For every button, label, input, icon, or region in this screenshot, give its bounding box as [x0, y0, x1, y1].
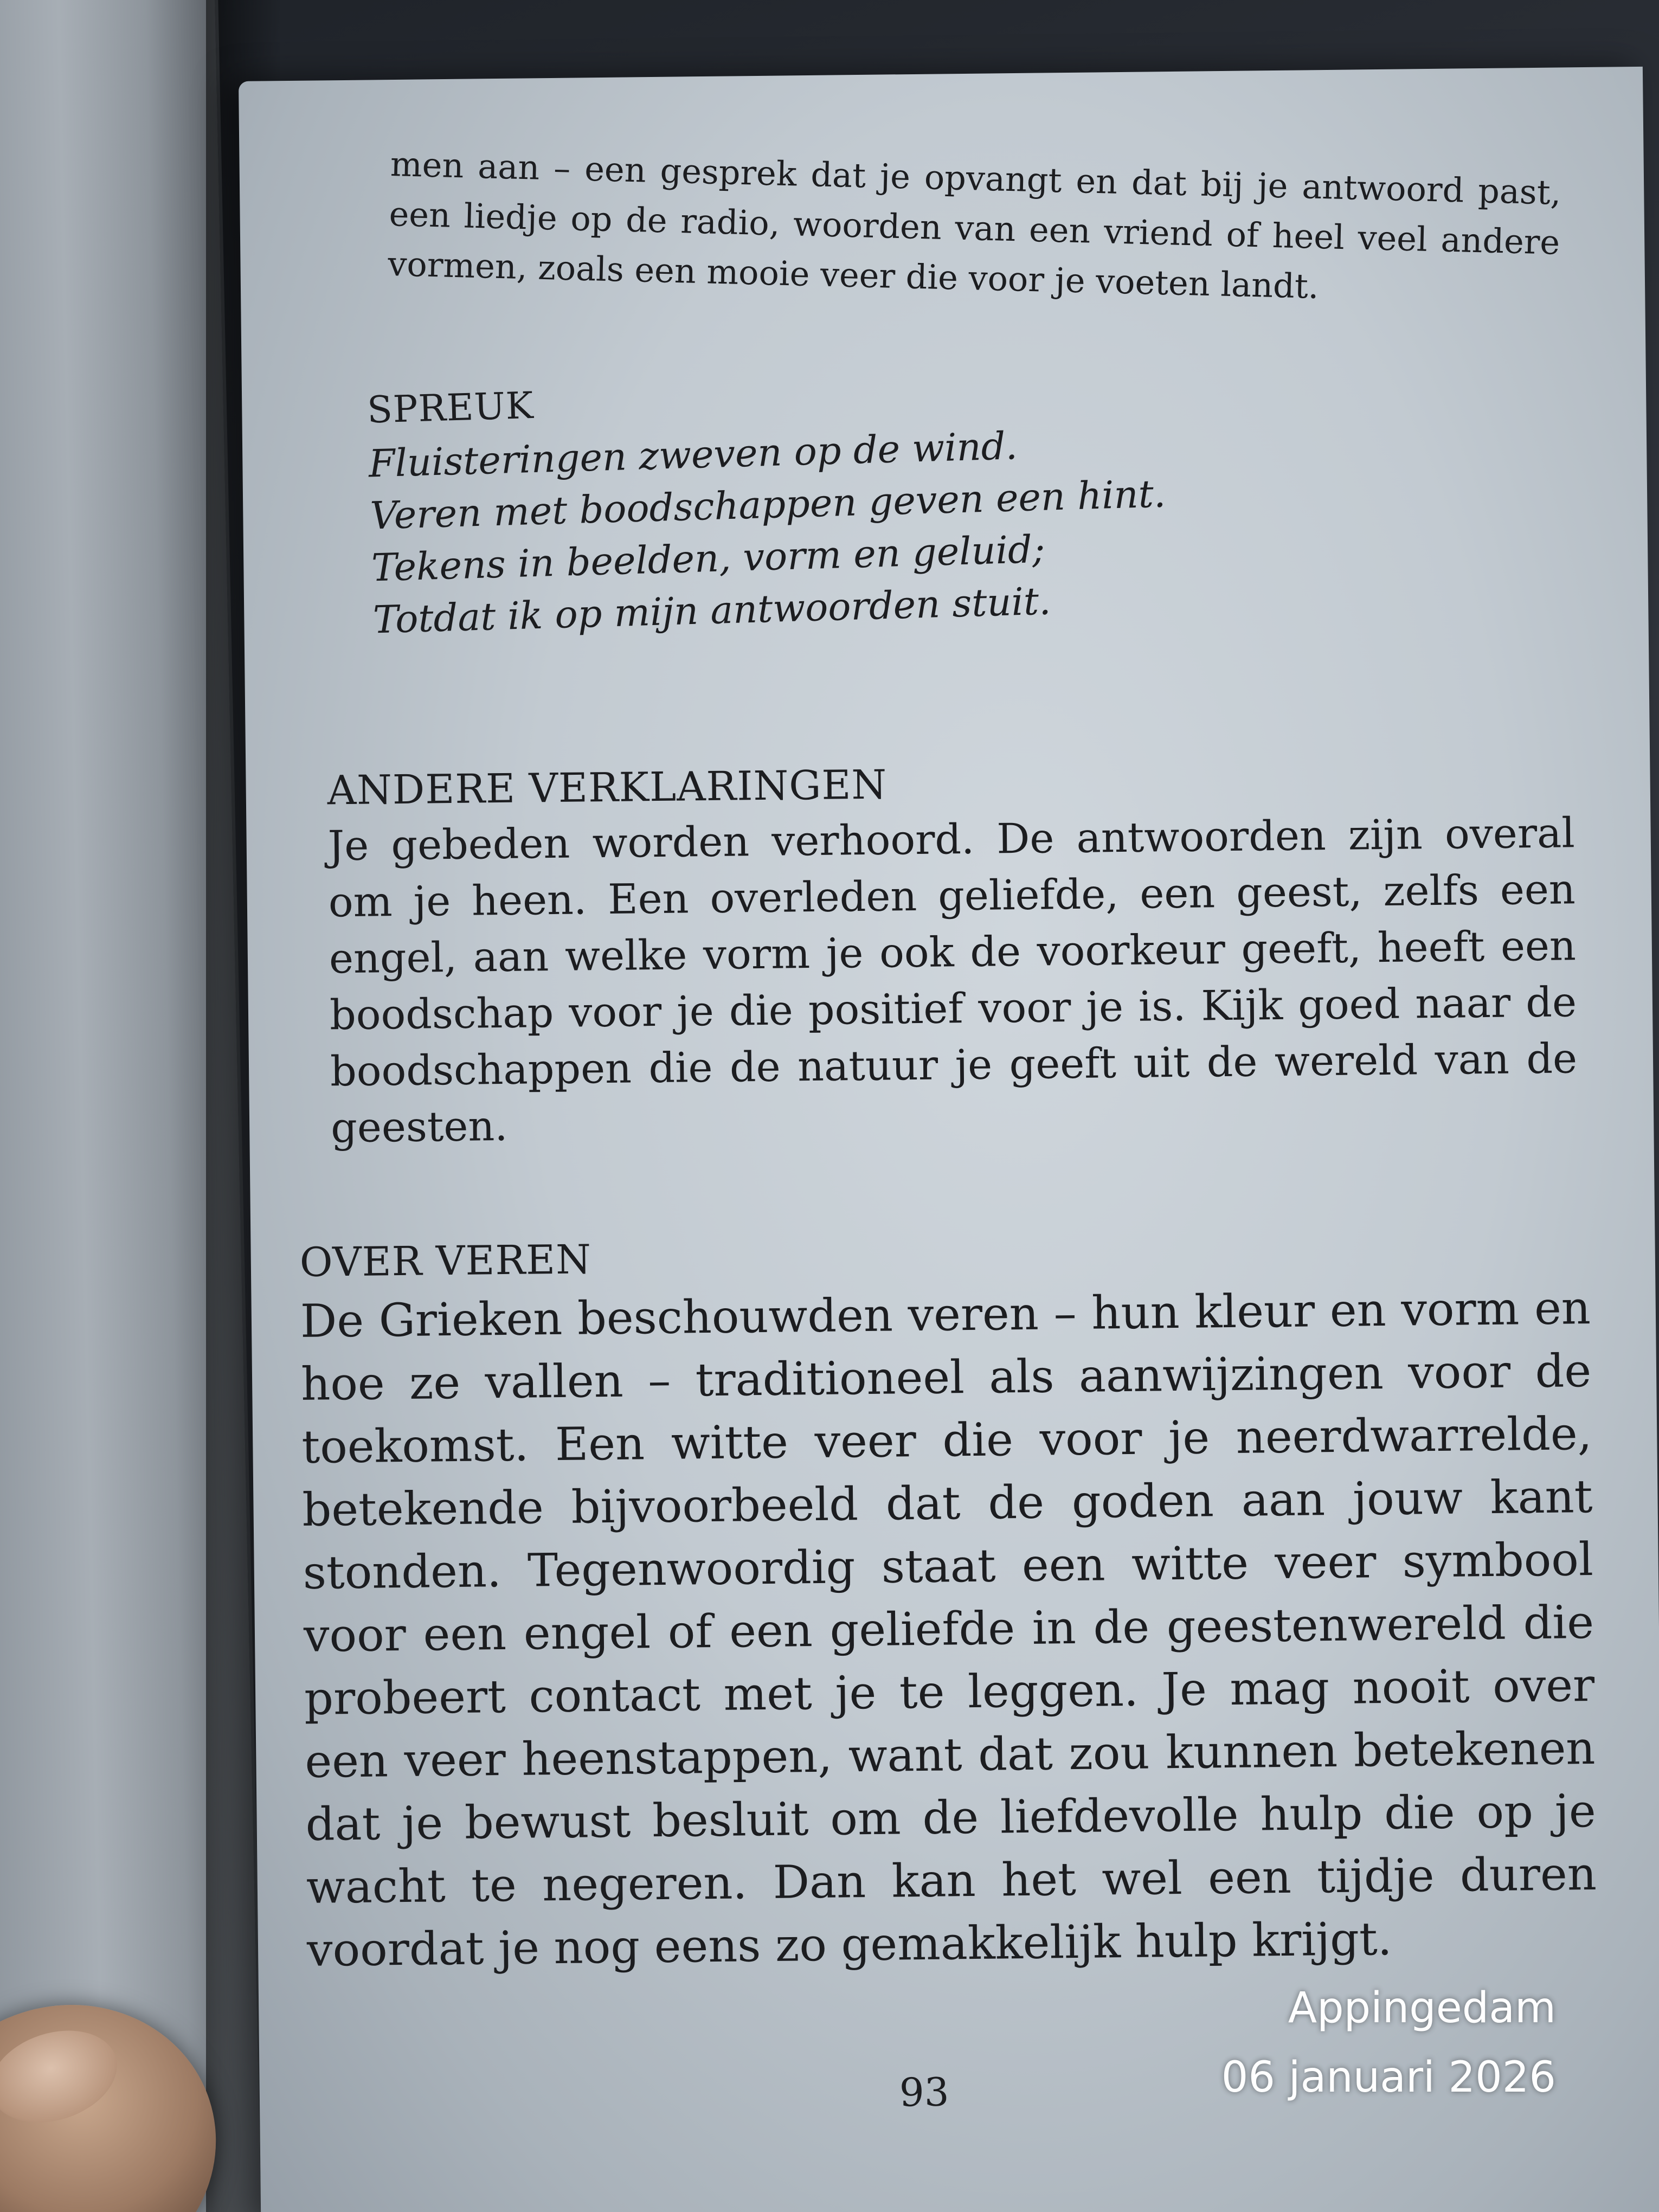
book-page — [239, 67, 1659, 2212]
spell-line: Tekens in beelden, vorm en geluid; — [371, 526, 1046, 590]
other-explanations-text: Je gebeden worden verhoord. De antwoorden zijn overal om je heen. Een overleden geliefde, een geest, zelfs een engel, aan welke vorm je ook de voorkeur geeft, heeft een boodschap voor je die positief voor je is. Kijk goed naar de boodschappen die de natuur je geeft uit de wereld van de geesten. — [327, 808, 1578, 1152]
photo-stamp — [1221, 1973, 1556, 2112]
spell-line: Fluisteringen zweven op de wind. — [368, 423, 1018, 486]
spell-section — [366, 349, 1621, 646]
continuation-paragraph: men aan – een gesprek dat je opvangt en dat bij je antwoord past, een liedje op de radio, woorden van een vriend of heel veel andere vormen, zoals een mooie veer die voor je voeten landt. — [387, 144, 1562, 306]
stamp-date: 06 januari 2026 — [1221, 2053, 1556, 2102]
about-feathers-title: OVER VEREN — [299, 1236, 592, 1286]
page-text-block — [293, 67, 1597, 1977]
thumbnail-nail — [0, 2015, 129, 2138]
about-feathers-section — [299, 1222, 1597, 1982]
spell-line: Totdat ik op mijn antwoorden stuit. — [372, 578, 1052, 642]
about-feathers-text: De Grieken beschouwden veren – hun kleur en vorm en hoe ze vallen – traditioneel als aanwijzingen voor de toekomst. Een witte veer die voor je neerdwarrelde, betekende bijvoorbeeld dat de goden aan jouw kant stonden. Tegenwoordig staat een witte veer symbool voor een engel of een geliefde in de geestenwereld die probeert contact met je te leggen. Je mag nooit over een veer heenstappen, want dat zou kunnen betekenen dat je bewust besluit om de liefdevolle hulp die op je wacht te negeren. Dan kan het wel een tijdje duren voordat je nog eens zo gemakkelijk hulp krijgt. — [300, 1281, 1597, 1977]
other-explanations-section — [327, 750, 1578, 1156]
stamp-location: Appingedam — [1288, 1984, 1556, 2033]
page-number: 93 — [899, 2069, 949, 2115]
spell-line: Veren met boodschappen geven een hint. — [369, 471, 1167, 538]
spell-title: SPREUK — [366, 384, 535, 432]
other-explanations-title: ANDERE VERKLARINGEN — [327, 761, 888, 814]
